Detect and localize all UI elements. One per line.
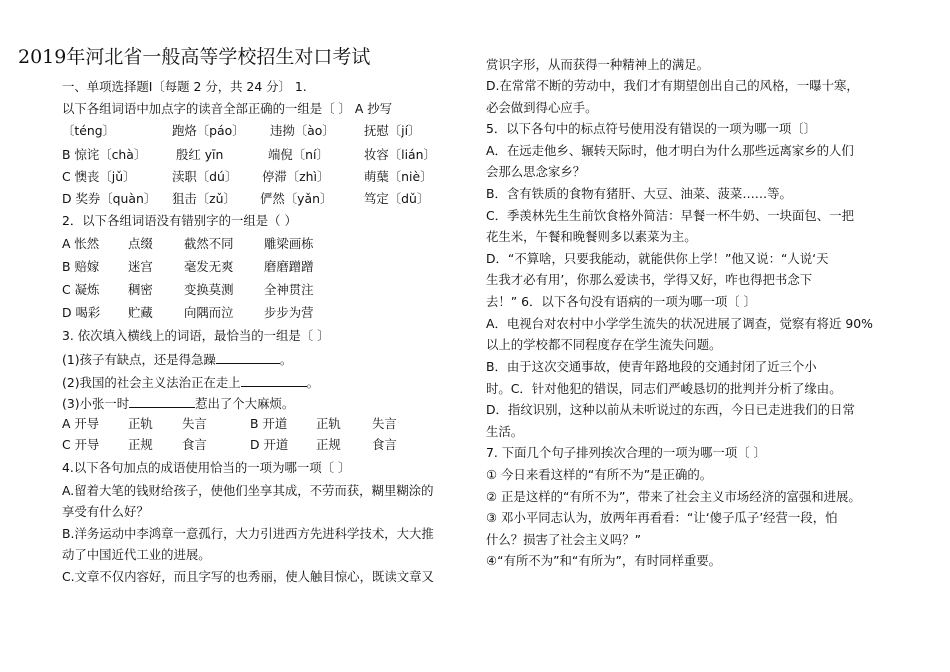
q2-d-item: 向隅而泣 (184, 305, 234, 320)
q1-a-item: 〔téng〕 (62, 123, 115, 138)
q2-c-item: 全神贯注 (264, 282, 314, 297)
q7-sentence-3-line2: 什么？损害了社会主义吗？” (486, 532, 642, 547)
q2-a-item: 雕梁画栋 (264, 236, 314, 251)
q3-s1-text: (1)孩子有缺点，还是得急躁 (62, 352, 216, 367)
q4-option-a-line2: 享受有什么好？ (62, 504, 149, 519)
q3-ab-item: 正轨 (316, 416, 341, 431)
q3-cd-item: C 开导 (62, 437, 100, 452)
q1-c-item: C 懊丧〔jǔ〕 (62, 169, 136, 184)
q5-option-b: B．含有铁质的食物有猪肝、大豆、油菜、菠菜……等。 (486, 186, 792, 201)
q1-a-item: 抚慰〔jí〕 (364, 123, 421, 138)
q6-option-d-line1: D．指纹识别，这种以前从未听说过的东西，今日已走进我们的日常 (486, 402, 855, 417)
q2-a-item: A 怅然 (62, 236, 100, 251)
q2-d-item: 步步为营 (264, 305, 314, 320)
q5-option-c-line1: C．季羡林先生生前饮食格外简洁：早餐一杯牛奶、一块面包、一把 (486, 208, 854, 223)
q7-sentence-4: ④“有所不为”和“有所为”，有时同样重要。 (486, 553, 722, 568)
q1-d-item: 笃定〔dǔ〕 (364, 191, 430, 206)
q4-option-b-line1: B.洋务运动中李鸿章一意孤行，大力引进西方先进科学技术，大大推 (62, 526, 434, 541)
q6-stem: 去！” 6．以下各句没有语病的一项为哪一项〔 〕 (486, 294, 756, 309)
q1-b-item: B 惊诧〔chà〕 (62, 147, 147, 162)
q3-s3-text: (3)小张一时 (62, 396, 130, 411)
q2-a-item: 截然不同 (184, 236, 234, 251)
q3-s2-end: 。 (306, 375, 320, 390)
q3-ab-item: A 开导 (62, 416, 100, 431)
q1-b-item: 殷红 yīn (176, 147, 224, 162)
q7-sentence-3-line1: ③ 邓小平同志认为，放两年再看看：“让‘傻子瓜子’经营一段，怕 (486, 510, 838, 525)
q3-blank-3[interactable] (129, 394, 195, 408)
q3-cd-item: 食言 (372, 437, 397, 452)
q3-ab-item: 失言 (372, 416, 397, 431)
q3-blank-2[interactable] (241, 373, 307, 387)
q2-d-item: 贮藏 (128, 305, 153, 320)
q4-option-b-line2: 动了中国近代工业的进展。 (62, 547, 211, 562)
q3-cd-item: 正规 (316, 437, 341, 452)
q3-s3-end: 惹出了个大麻烦。 (195, 396, 295, 411)
q1-d-item: 狙击〔zǔ〕 (172, 191, 236, 206)
q1-d-item: D 奖券〔quàn〕 (62, 191, 157, 206)
q6-option-b-line1: B．由于这次交通事故，使青年路地段的交通封闭了近三个小 (486, 359, 817, 374)
q2-b-item: 磨磨蹭蹭 (264, 259, 314, 274)
q5-option-d-line1: D．“不算啥，只要我能动，就能供你上学！”他又说：“人说‘天 (486, 251, 829, 266)
q4-option-d-line2: 必会做到得心应手。 (486, 100, 598, 115)
q3-ab-item: 正轨 (128, 416, 153, 431)
q2-a-item: 点缀 (128, 236, 153, 251)
q1-b-item: 端倪〔ní〕 (268, 147, 329, 162)
q4-stem: 4.以下各句加点的成语使用恰当的一项为哪一项〔 〕 (62, 460, 351, 475)
q3-cd-item: D 开道 (250, 437, 289, 452)
q1-b-item: 妆容〔lián〕 (364, 147, 436, 162)
q7-sentence-1: ① 今日来看这样的“有所不为”是正确的。 (486, 467, 713, 482)
q1-a-item: 违拗〔ào〕 (270, 123, 335, 138)
q1-a-item: 跑烙〔páo〕 (172, 123, 245, 138)
q3-sentence-2 (62, 373, 319, 392)
q2-c-item: 稠密 (128, 282, 153, 297)
q2-stem: 2．以下各组词语没有错别字的一组是（ ） (62, 213, 297, 228)
q4-option-c-line1: C.文章不仅内容好，而且字写的也秀丽，使人触目惊心，既读文章又 (62, 569, 434, 584)
q3-s1-end: 。 (279, 352, 293, 367)
q2-d-item: D 喝彩 (62, 305, 101, 320)
q5-option-a-line1: A．在远走他乡、辗转天际时，他才明白为什么那些远离家乡的人们 (486, 143, 854, 158)
page-title: 2019年河北省一般高等学校招生对口考试 (18, 46, 371, 68)
q3-sentence-3 (62, 394, 294, 413)
q1-c-item: 渎职〔dú〕 (172, 169, 238, 184)
q6-option-d-line2: 生活。 (486, 424, 524, 439)
q3-cd-item: 正规 (128, 437, 153, 452)
q3-sentence-1 (62, 350, 292, 369)
q4-option-a-line1: A.留着大笔的钱财给孩子，使他们坐享其成，不劳而获，糊里糊涂的 (62, 483, 434, 498)
q2-b-item: 迷宫 (128, 259, 153, 274)
q2-b-item: 毫发无爽 (184, 259, 234, 274)
q3-s2-text: (2)我国的社会主义法治正在走上 (62, 375, 241, 390)
q3-ab-item: 失言 (182, 416, 207, 431)
q7-stem: 7. 下面几个句子排列挨次合理的一项为哪一项〔 〕 (486, 445, 766, 460)
q6-option-a-line2: 以上的学校都不同程度存在学生流失问题。 (486, 337, 722, 352)
q3-blank-1[interactable] (216, 350, 280, 364)
q1-d-item: 俨然〔yǎn〕 (260, 191, 333, 206)
q5-stem: 5．以下各句中的标点符号使用没有错误的一项为哪一项〔〕 (486, 121, 817, 136)
q3-stem: 3. 依次填入横线上的词语，最恰当的一组是〔 〕 (62, 328, 330, 343)
q5-option-d-line2: 生我才必有用’，你那么爱读书，学得又好，咋也得把书念下 (486, 272, 813, 287)
q5-option-c-line2: 花生米，午餐和晚餐则多以素菜为主。 (486, 229, 697, 244)
q1-c-item: 萌蘖〔niè〕 (364, 169, 433, 184)
q6-option-a-line1: A．电视台对农村中小学学生流失的状况进展了调查，觉察有将近 90% (486, 316, 873, 331)
section-header: 一、单项选择题Ⅰ〔每题 2 分，共 24 分〕 1. (62, 79, 307, 94)
q6-option-b-c: 时。C．针对他犯的错误，同志们严峻恳切的批判并分析了缘由。 (486, 381, 842, 396)
q1-c-item: 停滞〔zhì〕 (262, 169, 330, 184)
q4-option-d-line1: D.在常常不断的劳动中，我们才有期望创出自己的风格，一曝十寒， (486, 78, 859, 93)
r-line-1: 赏识字形，从而获得一种精神上的满足。 (486, 57, 710, 72)
q7-sentence-2: ② 正是这样的“有所不为”，带来了社会主义市场经济的富强和进展。 (486, 489, 861, 504)
q1-stem: 以下各组词语中加点字的读音全部正确的一组是〔 〕 A 抄写 (62, 101, 393, 116)
q5-option-a-line2: 会那么思念家乡？ (486, 164, 586, 179)
q2-c-item: 变换莫测 (184, 282, 234, 297)
q2-b-item: B 赔嫁 (62, 259, 100, 274)
q3-cd-item: 食言 (182, 437, 207, 452)
q2-c-item: C 凝炼 (62, 282, 100, 297)
q3-ab-item: B 开道 (250, 416, 288, 431)
